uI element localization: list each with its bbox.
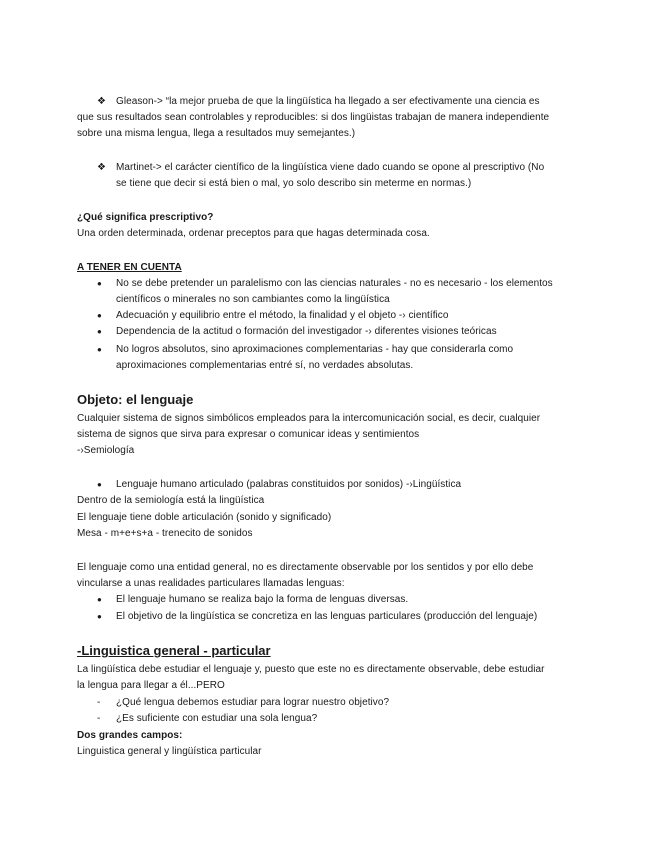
objeto-line-3: Mesa - m+e+s+a - trenecito de sonidos (77, 528, 253, 539)
general-heading: -Linguistica general - particular (77, 643, 271, 658)
gleason-line-1: Gleason-> “la mejor prueba de que la lingüística ha llegado a ser efectivamente una ciencia es (116, 96, 540, 107)
general-p1: La lingüística debe estudiar el lenguaje y, puesto que este no es directamente observable, debe estudiar (77, 664, 545, 675)
dash-bullet: - (97, 713, 101, 724)
objeto-p4: El lenguaje como una entidad general, no es directamente observable por los sentidos y por ello debe (77, 562, 534, 573)
prescriptivo-answer: Una orden determinada, ordenar preceptos para que hagas determinada cosa. (77, 228, 430, 239)
tener-item-4-line-1: No logros absolutos, sino aproximaciones complementarias - hay que considerarla como (116, 344, 514, 355)
martinet-line-1: Martinet-> el carácter científico de la lingüística viene dado cuando se opone al prescriptivo (No (116, 162, 545, 173)
bullet-icon: ● (97, 595, 102, 604)
general-p2: la lengua para llegar a él...PERO (77, 680, 225, 691)
gleason-line-3: sobre una misma lengua, llega a resultados muy semejantes.) (77, 128, 356, 139)
tener-item-4-line-2: aproximaciones complementarias entré sí, no verdades absolutas. (116, 360, 414, 371)
tener-item-3: Dependencia de la actitud o formación del investigador -› diferentes visiones teóricas (116, 326, 497, 337)
martinet-line-2: se tiene que decir si está bien o mal, yo solo describo sin meterme en normas.) (116, 178, 472, 189)
bullet-icon: ● (97, 345, 102, 354)
tener-item-1-line-2: científicos o minerales no son cambiantes como la lingüística (116, 294, 390, 305)
tener-item-1-line-1: No se debe pretender un paralelismo con las ciencias naturales - no es necesario - los elementos (116, 278, 553, 289)
prescriptivo-question: ¿Qué significa prescriptivo? (77, 212, 214, 223)
objeto-p5: vincularse a unas realidades particulares llamadas lenguas: (77, 578, 345, 589)
tener-item-2: Adecuación y equilibrio entre el método, la finalidad y el objeto -› científico (116, 310, 449, 321)
gleason-line-2: que sus resultados sean controlables y reproducibles: si dos lingüistas trabajan de manera independiente (77, 112, 550, 123)
diamond-bullet-icon: ❖ (97, 162, 106, 173)
tener-en-cuenta-heading: A TENER EN CUENTA (77, 262, 182, 273)
objeto-heading: Objeto: el lenguaje (77, 392, 194, 407)
general-question-2: ¿Es suficiente con estudiar una sola lengua? (116, 713, 318, 724)
campos-heading: Dos grandes campos: (77, 730, 183, 741)
bullet-icon: ● (97, 311, 102, 320)
objeto-p1: Cualquier sistema de signos simbólicos empleados para la intercomunicación social, es decir, cualquier (77, 413, 541, 424)
objeto-p3: -›Semiología (77, 445, 135, 456)
objeto-line-1: Dentro de la semiología está la lingüística (77, 495, 265, 506)
campos-text: Linguistica general y lingüística particular (77, 746, 262, 757)
objeto-list-item-1: El lenguaje humano se realiza bajo la forma de lenguas diversas. (116, 594, 409, 605)
objeto-line-2: El lenguaje tiene doble articulación (sonido y significado) (77, 512, 332, 523)
diamond-bullet-icon: ❖ (97, 96, 106, 107)
bullet-icon: ● (97, 612, 102, 621)
objeto-list-item-2: El objetivo de la lingüística se concretiza en las lenguas particulares (producción del lenguaje) (116, 611, 538, 622)
bullet-icon: ● (97, 327, 102, 336)
objeto-p2: sistema de signos que sirva para expresar o comunicar ideas y sentimientos (77, 429, 420, 440)
bullet-icon: ● (97, 279, 102, 288)
bullet-icon: ● (97, 480, 102, 489)
general-question-1: ¿Qué lengua debemos estudiar para lograr nuestro objetivo? (116, 697, 390, 708)
dash-bullet: - (97, 697, 101, 708)
objeto-bullet-item: Lenguaje humano articulado (palabras constituidos por sonidos) -›Lingüística (116, 479, 462, 490)
